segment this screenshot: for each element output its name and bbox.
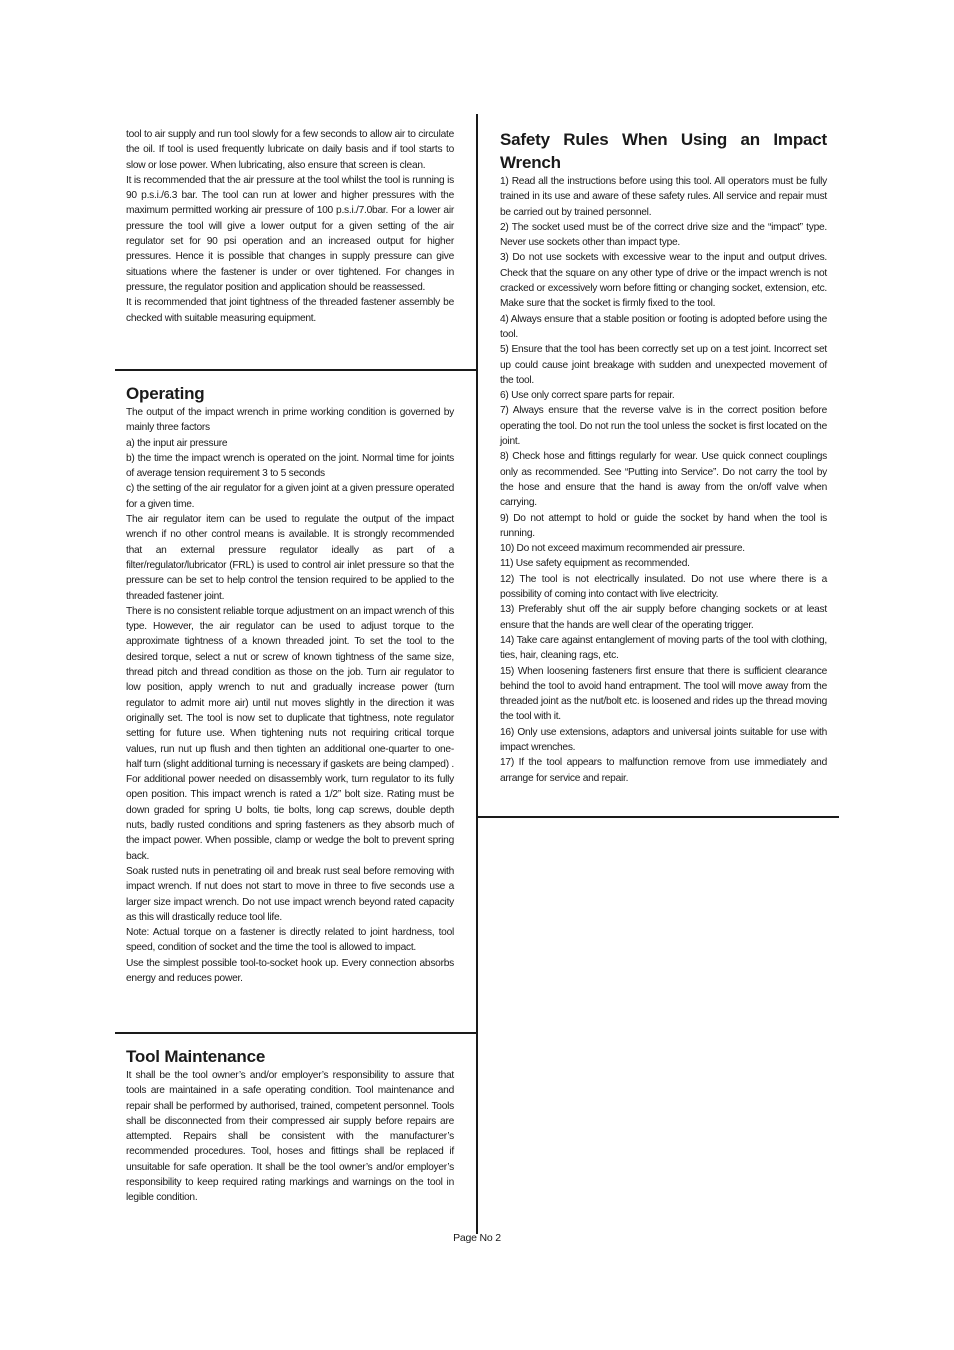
operating-title: Operating [126,384,205,403]
operating-paragraph: b) the time the impact wrench is operated on the joint. Normal time for joints of average tension requirement 3 to 5 seconds [126,452,454,480]
safety-rule: 16) Only use extensions, adaptors and universal joints suitable for use with impact wrenches. [500,726,827,753]
safety-rule: 11) Use safety equipment as recommended. [500,558,690,570]
intro-paragraph: tool to air supply and run tool slowly for a few seconds to allow air to circulate the oil. If tool is used frequently lubricate on daily basis and if tool starts to slow or lose power. When lubricating, also ensure that screen is clean. [126,129,454,171]
safety-title: Safety Rules When Using an Impact Wrench [500,130,827,172]
intro-section [126,127,454,326]
column-divider [476,114,478,1234]
safety-rule: 13) Preferably shut off the air supply before changing sockets or at least ensure that the hands are well clear of the operating trigger. [500,604,827,631]
safety-rule: 8) Check hose and fittings regularly for wear. Use quick connect couplings only as recommended. See “Putting into Service”. Do not carry the tool by the hose and ensure that the hand is away from the on/off valve when carrying. [500,451,827,509]
operating-paragraph: There is no consistent reliable torque adjustment on an impact wrench of this type. However, the air regulator can be used to adjust torque to the approximate tightness of a known threaded joint. To set the tool to the desired torque, select a nut or screw of known tightness of the same size, thread pitch and thread condition as those on the job. Turn air regulator to low position, apply wrench to nut and gradually increase power (turn regulator to admit more air) until nut moves slightly in the direction it was originally set. The tool is now set to duplicate that tightness, note regulator setting for future use. When tightening nuts not requiring critical torque values, run nut up flush and then tighten an additional one-quarter to one-half turn (slight additional turning is necessary if gaskets are being clamped) . For additional power needed on disassembly work, turn regulator to its fully open position. This impact wrench is rated a 1/2” bolt size. Rating must be down graded for spring U bolts, tie bolts, long cap screws, double depth nuts, badly rusted conditions and spring fasteners as they absorb much of the impact power. When possible, clamp or wedge the bolt to prevent spring back. [126,605,455,862]
page-number: Page No 2 [453,1232,501,1244]
safety-rule: 6) Use only correct spare parts for repair. [500,390,675,402]
operating-paragraph: The air regulator item can be used to regulate the output of the impact wrench if no other control means is available. It is strongly recommended that an external pressure regulator ideally as part of a filter/regulator/lubricator (FRL) is used to control air inlet pressure so that the pressure can be set to help control the tension required to be applied to the threaded fastener joint. [126,514,454,602]
safety-rule: 12) The tool is not electrically insulated. Do not use where there is a possibility of coming into contact with live electricity. [500,573,827,601]
intro-paragraph: It is recommended that joint tightness of the threaded fastener assembly be checked with suitable measuring equipment. [126,297,454,324]
safety-rule: 10) Do not exceed maximum recommended air pressure. [500,543,745,555]
safety-rule: 3) Do not use sockets with excessive wear to the input and output drives. Check that the square on any other type of drive or the impact wrench is not cracked or excessively worn before fitting or changing socket, extension, etc. Make sure that the socket is firmly fixed to the tool. [500,252,827,310]
maintenance-title: Tool Maintenance [126,1047,266,1066]
section-rule-maintenance [115,1032,476,1034]
maintenance-paragraph: It shall be the tool owner’s and/or employer’s responsibility to assure that tools are maintained in a safe operating condition. Tool maintenance and repair shall be performed by authorised, trained, competent personnel. Tools shall be disconnected from their compressed air supply before repairs are attempted. Repairs shall be consistent with the manufacturer’s recommended procedures. Tool, hoses and fittings shall be replaced if unsuitable for safe operation. It shall be the tool owner’s and/or employer’s responsibility to keep required rating markings and warnings on the tool in legible condition. [126,1070,454,1204]
safety-rule: 4) Always ensure that a stable position or footing is adopted before using the tool. [500,313,827,340]
safety-rule: 1) Read all the instructions before using this tool. All operators must be fully trained in its use and aware of these safety rules. All service and repair must be carried out by trained personnel. [500,176,827,218]
safety-rule: 2) The socket used must be of the correct drive size and the “impact” type. Never use sockets other than impact type. [500,221,827,249]
operating-paragraph: c) the setting of the air regulator for a given joint at a given pressure operated for a given time. [126,483,454,510]
section-rule-safety-end [478,816,839,818]
safety-rule: 7) Always ensure that the reverse valve is in the correct position before operating the tool. Do not run the tool unless the socket is first located on the joint. [500,405,827,448]
safety-rule: 15) When loosening fasteners first ensure that there is sufficient clearance behind the tool to avoid hand entrapment. The tool will move away from the threaded joint as the nut/bolt etc. is loosened and rides up the thread moving the tool with it. [500,665,827,723]
section-rule-operating [115,369,476,371]
safety-rule: 5) Ensure that the tool has been correctly set up on a test joint. Incorrect set up could cause joint breakage with sudden and unexpected movement of the tool. [500,344,827,386]
maintenance-section [126,1046,454,1206]
operating-paragraph: The output of the impact wrench in prime working condition is governed by mainly three factors [126,407,454,434]
safety-rule: 9) Do not attempt to hold or guide the socket by hand when the tool is running. [500,512,827,539]
safety-section [500,128,827,786]
safety-rule: 17) If the tool appears to malfunction remove from use immediately and arrange for service and repair. [500,757,827,784]
safety-rule: 14) Take care against entanglement of moving parts of the tool with clothing, ties, hair, cleaning rags, etc. [500,634,827,662]
operating-section [126,383,454,986]
intro-paragraph: It is recommended that the air pressure at the tool whilst the tool is running is 90 p.s.i./6.3 bar. The tool can run at lower and higher pressures with the maximum permitted working air pressure of 100 p.s.i./7.0bar. For a lower air pressure the tool will give a lower output for a given setting of the air regulator set for 90 psi operation and an increased output for higher pressures. Hence it is possible that changes in supply pressure can give situations where the fastener is under or over tightened. For changes in pressure, the regulator position and application should be reassessed. [126,174,454,293]
operating-paragraph: Note: Actual torque on a fastener is directly related to joint hardness, tool speed, condition of socket and the time the tool is allowed to impact. [126,927,454,954]
operating-paragraph: Use the simplest possible tool-to-socket hook up. Every connection absorbs energy and reduces power. [126,957,454,984]
operating-paragraph: Soak rusted nuts in penetrating oil and break rust seal before removing with impact wrench. If nut does not start to move in three to five seconds use a larger size impact wrench. Do not use impact wrench beyond rated capacity as this will drastically reduce tool life. [126,865,454,923]
operating-paragraph: a) the input air pressure [126,437,228,449]
